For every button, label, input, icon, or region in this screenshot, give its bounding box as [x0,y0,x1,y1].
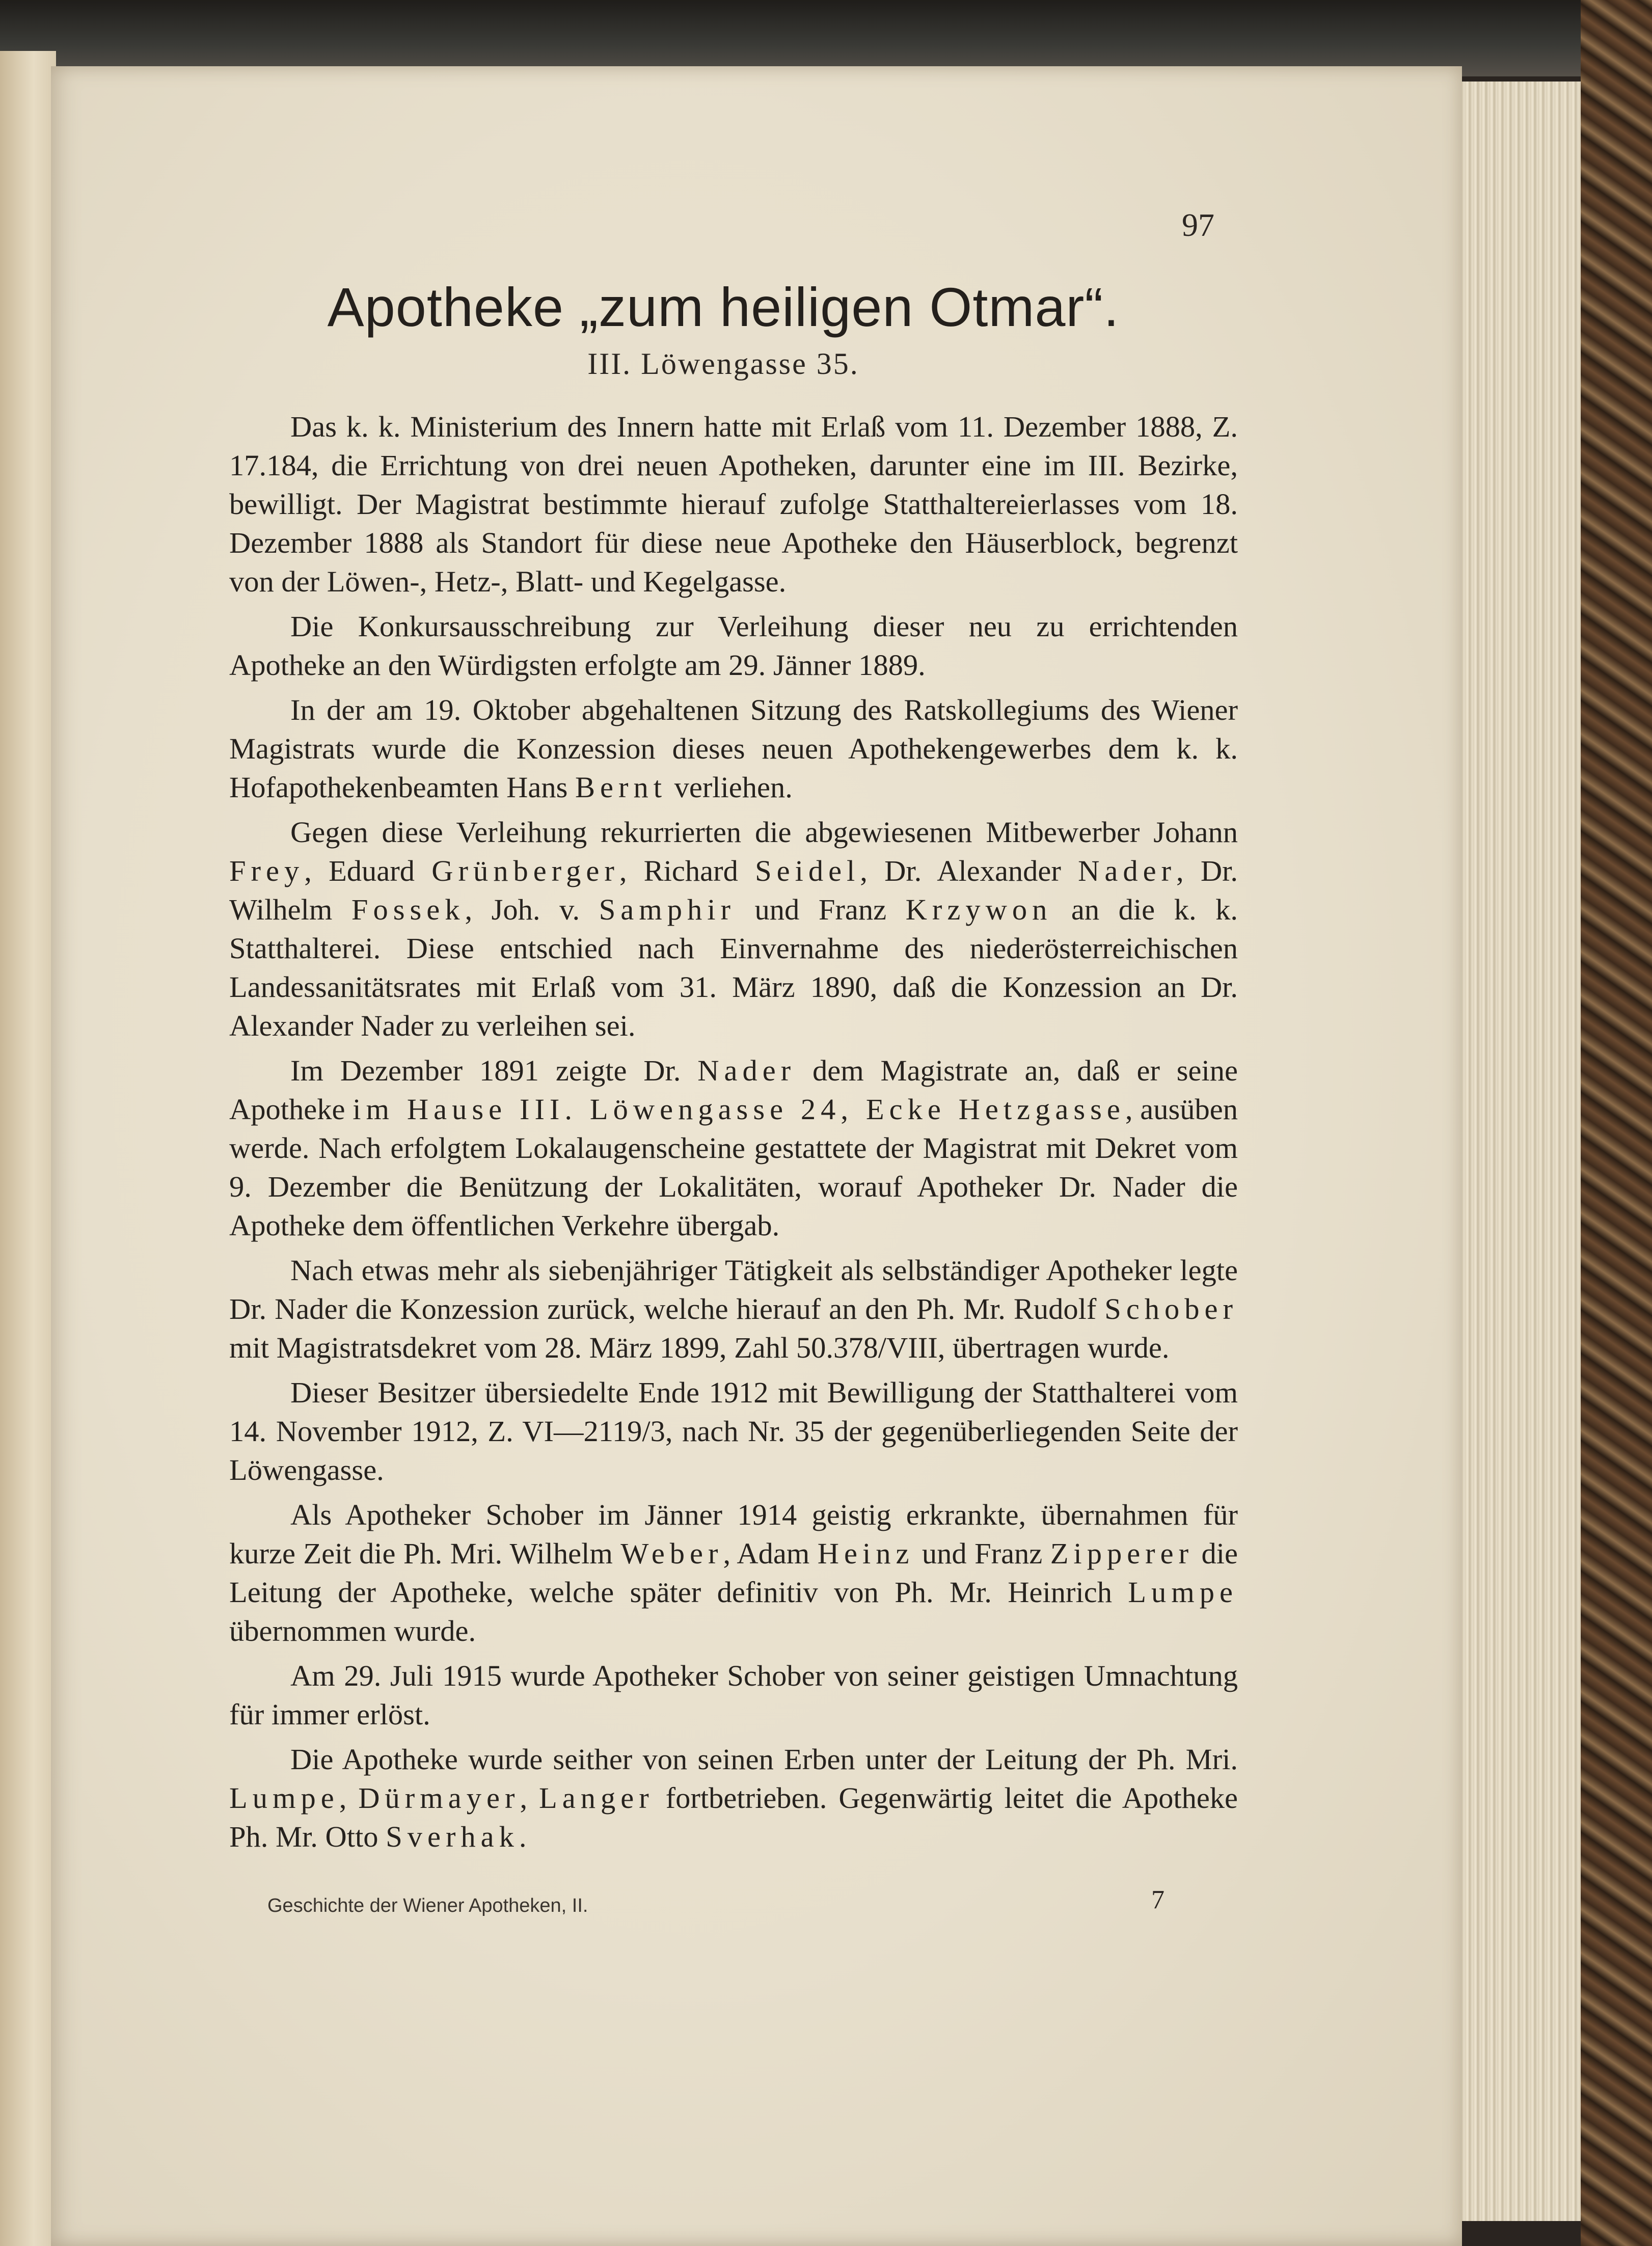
text-run: , [520,1781,539,1815]
spaced-name: Seidel [755,854,860,887]
spaced-name: Heinz [817,1537,914,1570]
book-cover-top [0,0,1652,76]
page-number: 97 [1182,207,1214,243]
spaced-name: Schober [1104,1292,1238,1325]
book-cover-marbled [1581,0,1652,2246]
text-run: Dieser Besitzer übersiedelte Ende 1912 mit Bewilligung der Statthalterei vom 14. November 1912, Z. VI—2119/3, nach Nr. 35 der gegenüberliegenden Seite der Löwengasse. [229,1376,1238,1486]
spaced-name: Sverhak [386,1820,519,1853]
paragraph [229,1373,1238,1490]
text-run: Gegen diese Verleihung rekurrierten die abgewiesenen Mitbewerber Johann [290,816,1238,849]
spaced-name: Bernt [575,771,667,804]
text-run: Nach etwas mehr als siebenjähriger Tätigkeit als selbständiger Apotheker legte Dr. Nader die Konzession zurück, welche hierauf an den Ph. Mr. Rudolf [229,1254,1238,1325]
text-run: Als Apotheker Schober im Jänner 1914 geistig erkrankte, übernahmen für kurze Zeit die Ph. Mri. Wilhelm [229,1498,1238,1570]
spaced-name: Dürmayer [358,1781,520,1815]
paragraph [229,1051,1238,1245]
text-run: und Franz [914,1537,1050,1570]
text-run: , Dr. Wilhelm [229,854,1238,926]
body-text [229,408,1238,1862]
text-run: Im Dezember 1891 zeigte Dr. [290,1054,698,1087]
paragraph [229,813,1238,1045]
footer-book-title: Geschichte der Wiener Apotheken, II. [267,1895,588,1916]
page-title: Apotheke „zum heiligen Otmar“. [327,276,1120,338]
footer-signature-mark: 7 [1151,1885,1164,1914]
text-run: dem Magistrate an, daß er seine Apotheke [229,1054,1238,1126]
spaced-name: Frey [229,854,305,887]
spaced-name: Lumpe [229,1781,339,1815]
spaced-name: Nader [1078,854,1177,887]
text-run: Das k. k. Ministerium des Innern hatte mit Erlaß vom 11. Dezember 1888, Z. 17.184, die Errichtung von drei neuen Apotheken, darunter eine im III. Bezirke, bewilligt. Der Magistrat bestimmte hierauf zufolge Statthaltereierlasses vom 18. Dezember 1888 als Standort für diese neue Apotheke den Häuserblock, begrenzt von der Löwen-, Hetz-, Blatt- und Kegelgasse. [229,410,1238,598]
text-run: , ausüben werde. Nach erfolgtem Lokalaugenscheine gestattete der Magistrat mit Dekret vom 9. Dezember die Benützung der Lokalitäten, worauf Apotheker Dr. Nader die Apotheke dem öffentlichen Verkehre übergab. [229,1093,1238,1242]
page-subtitle: III. Löwengasse 35. [587,347,859,381]
spaced-name: Grünberger [431,854,619,887]
text-run: , Eduard [304,854,432,887]
text-run: übernommen wurde. [229,1614,476,1647]
spaced-name: Samphir [599,893,736,926]
page-block-edges [1447,82,1581,2221]
text-run: Die Apotheke wurde seither von seinen Erben unter der Leitung der Ph. Mri. [290,1743,1238,1776]
text-run: , Richard [619,854,755,887]
paragraph [229,1657,1238,1734]
text-run: fortbetrieben. Gegenwärtig leitet die Apotheke Ph. Mr. Otto [229,1781,1238,1853]
spaced-name: Lumpe [1128,1576,1238,1609]
text-run: mit Magistratsdekret vom 28. März 1899, Zahl 50.378/VIII, übertragen wurde. [229,1331,1170,1364]
text-run: an die k. k. Statthalterei. Diese entschied nach Einvernahme des niederösterreichischen Landessanitätsrates mit Erlaß vom 31. März 1890, daß die Konzession an Dr. Alexander Nader zu verleihen sei. [229,893,1238,1042]
text-run: , Dr. Alexander [860,854,1078,887]
text-run: die Leitung der Apotheke, welche später definitiv von Ph. Mr. Heinrich [229,1537,1238,1609]
paragraph [229,607,1238,685]
spaced-name: Nader [697,1054,796,1087]
text-run: verliehen. [666,771,793,804]
spaced-name: Langer [539,1781,654,1815]
paragraph [229,1740,1238,1856]
text-run: Am 29. Juli 1915 wurde Apotheker Schober von seiner geistigen Umnachtung für immer erlöst. [229,1659,1238,1731]
text-run: und Franz [736,893,906,926]
text-run: , [339,1781,359,1815]
text-run: , Adam [723,1537,818,1570]
text-run: Die Konkursausschreibung zur Verleihung dieser neu zu errichtenden Apotheke an den Würdigsten erfolgte am 29. Jänner 1889. [229,610,1238,682]
text-run: In der am 19. Oktober abgehaltenen Sitzung des Ratskollegiums des Wiener Magistrats wurde die Konzession dieses neuen Apothekengewerbes dem k. k. Hofapothekenbeamten Hans [229,693,1238,804]
text-run: , Joh. v. [465,893,599,926]
paragraph [229,1251,1238,1367]
paragraph [229,1496,1238,1650]
paragraph [229,408,1238,601]
spaced-name: Krzywon [905,893,1052,926]
text-run: . [519,1820,527,1853]
spaced-name: Fossek [351,893,465,926]
spaced-name: Weber [620,1537,723,1570]
spaced-name: Zipperer [1050,1537,1194,1570]
spaced-name: im Hause III. Löwengasse 24, Ecke Hetzgasse [353,1093,1125,1126]
paragraph [229,691,1238,807]
